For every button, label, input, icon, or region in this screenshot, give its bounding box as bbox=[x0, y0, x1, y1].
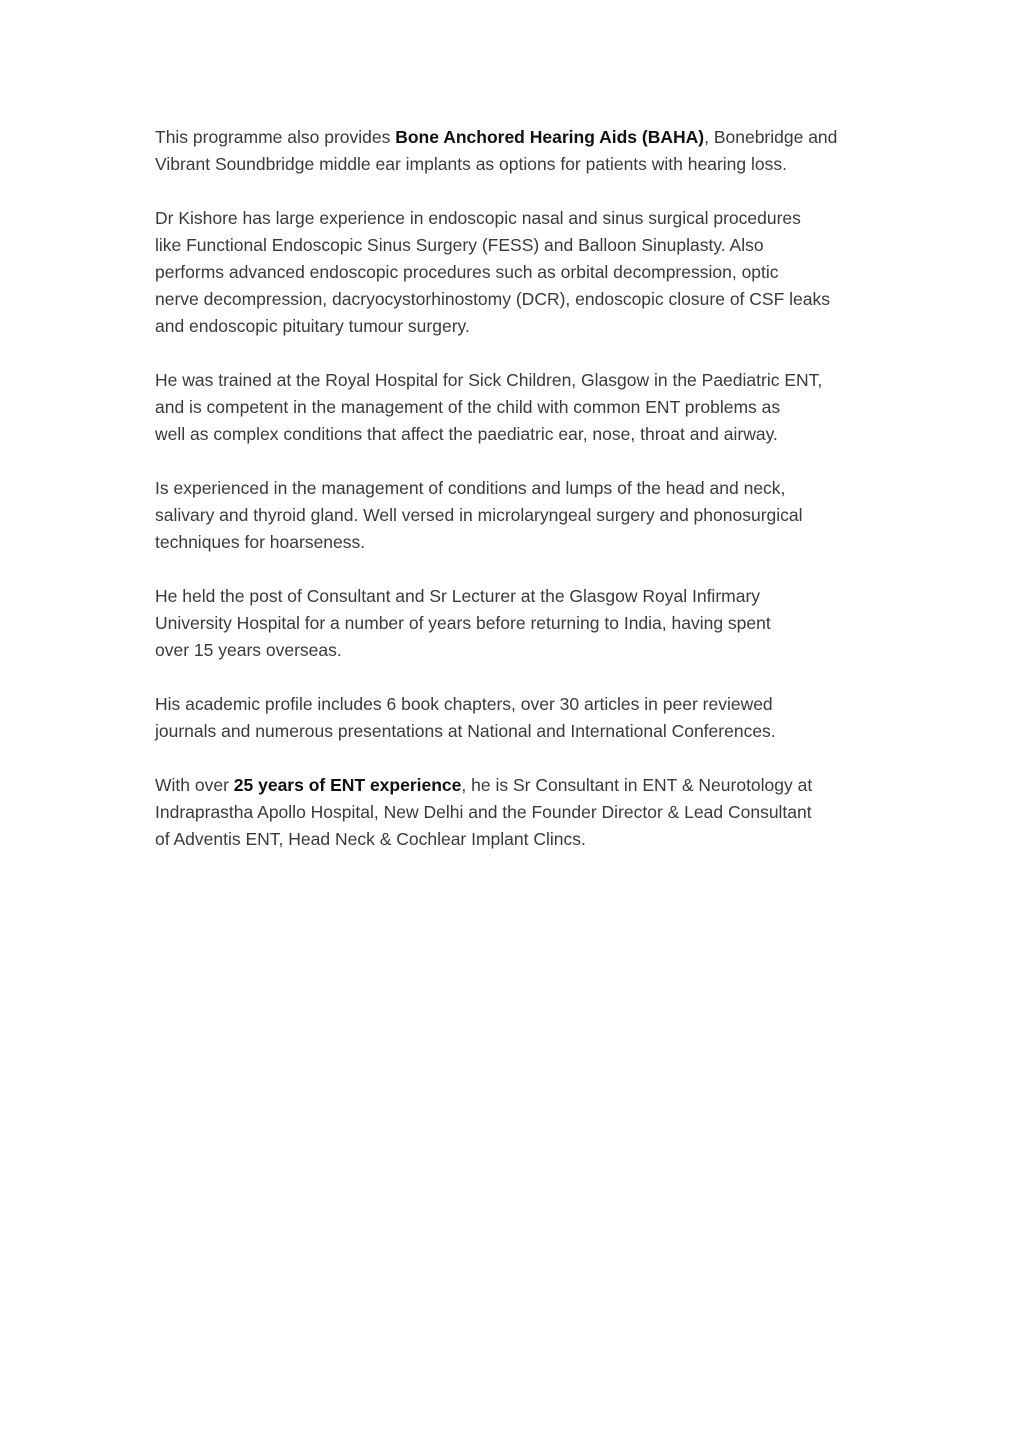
text-line bbox=[155, 772, 875, 799]
text-line bbox=[155, 124, 875, 151]
paragraph-head-neck bbox=[155, 475, 875, 556]
text-line: His academic profile includes 6 book chapters, over 30 articles in peer reviewed bbox=[155, 694, 773, 714]
paragraph-paediatric-training bbox=[155, 367, 875, 448]
text-line: He held the post of Consultant and Sr Lecturer at the Glasgow Royal Infirmary bbox=[155, 586, 761, 606]
paragraph-glasgow-post bbox=[155, 583, 875, 664]
paragraph-academic-profile bbox=[155, 691, 875, 745]
paragraph-hearing-aids bbox=[155, 124, 875, 178]
text-line: salivary and thyroid gland. Well versed in microlaryngeal surgery and phonosurgical bbox=[155, 505, 803, 525]
text-span: This programme also provides bbox=[155, 127, 396, 147]
text-span: , he is Sr Consultant in ENT & Neurotology at bbox=[461, 775, 813, 795]
document-body bbox=[155, 124, 875, 880]
text-line: Dr Kishore has large experience in endoscopic nasal and sinus surgical procedures bbox=[155, 208, 801, 228]
text-line: Vibrant Soundbridge middle ear implants as options for patients with hearing loss. bbox=[155, 154, 787, 174]
text-line: Indraprastha Apollo Hospital, New Delhi and the Founder Director & Lead Consultant bbox=[155, 802, 812, 822]
text-line: nerve decompression, dacryocystorhinostomy (DCR), endoscopic closure of CSF leaks bbox=[155, 289, 830, 309]
text-line: well as complex conditions that affect the paediatric ear, nose, throat and airway. bbox=[155, 424, 778, 444]
text-line: and is competent in the management of the child with common ENT problems as bbox=[155, 397, 781, 417]
text-span: , Bonebridge and bbox=[704, 127, 838, 147]
bold-phrase-experience: 25 years of ENT experience bbox=[233, 775, 462, 795]
text-line: performs advanced endoscopic procedures such as orbital decompression, optic bbox=[155, 262, 779, 282]
text-line: Is experienced in the management of conditions and lumps of the head and neck, bbox=[155, 478, 786, 498]
text-line: University Hospital for a number of years before returning to India, having spent bbox=[155, 613, 771, 633]
text-line: techniques for hoarseness. bbox=[155, 532, 366, 552]
text-line: journals and numerous presentations at National and International Conferences. bbox=[155, 721, 776, 741]
text-span: With over bbox=[155, 775, 234, 795]
text-line: like Functional Endoscopic Sinus Surgery (FESS) and Balloon Sinuplasty. Also bbox=[155, 235, 764, 255]
text-line: and endoscopic pituitary tumour surgery. bbox=[155, 316, 470, 336]
paragraph-endoscopic-experience bbox=[155, 205, 875, 340]
paragraph-current-role bbox=[155, 772, 875, 853]
text-line: over 15 years overseas. bbox=[155, 640, 342, 660]
text-line: He was trained at the Royal Hospital for Sick Children, Glasgow in the Paediatric ENT, bbox=[155, 370, 823, 390]
text-line: of Adventis ENT, Head Neck & Cochlear Implant Clincs. bbox=[155, 829, 586, 849]
bold-phrase-baha: Bone Anchored Hearing Aids (BAHA) bbox=[395, 127, 705, 147]
